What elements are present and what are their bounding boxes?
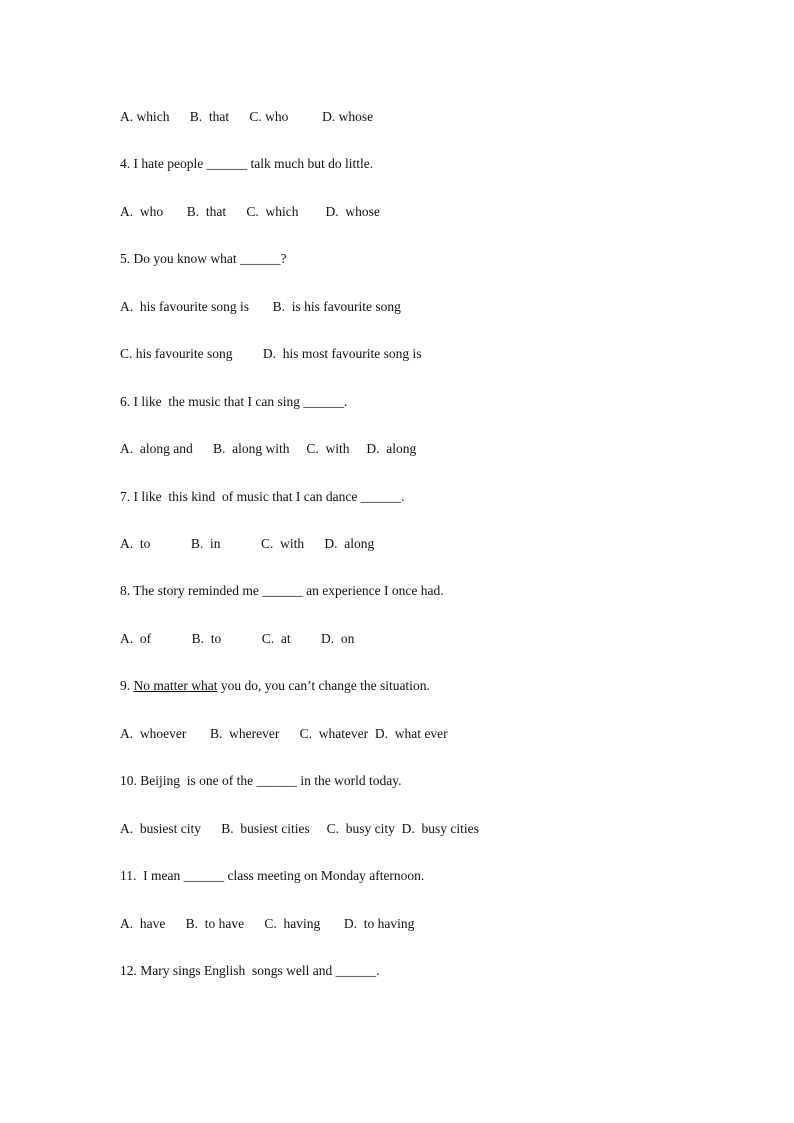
q5-stem: 5. Do you know what ______? [120,251,287,266]
q7-options: A. to B. in C. with D. along [120,536,375,551]
q6-options: A. along and B. along with C. with D. along [120,441,417,456]
q7-stem: 7. I like this kind of music that I can dance ______. [120,489,405,504]
q4-options: A. who B. that C. which D. whose [120,204,380,219]
q5-options-ab: A. his favourite song is B. is his favourite song [120,299,401,314]
q10-stem: 10. Beijing is one of the ______ in the world today. [120,773,402,788]
q6-stem: 6. I like the music that I can sing ______. [120,394,348,409]
q8-options: A. of B. to C. at D. on [120,631,355,646]
q10-options: A. busiest city B. busiest cities C. busy city D. busy cities [120,821,479,836]
q5-options-cd: C. his favourite song D. his most favourite song is [120,346,422,361]
q9-rest: you do, you can’t change the situation. [217,678,430,693]
q4-stem: 4. I hate people ______ talk much but do little. [120,156,374,171]
q3-options: A. which B. that C. who D. whose [120,109,374,124]
q9-options: A. whoever B. wherever C. whatever D. what ever [120,726,448,741]
q11-stem: 11. I mean ______ class meeting on Monday afternoon. [120,868,425,883]
q9-number: 9. [120,678,134,693]
q8-stem: 8. The story reminded me ______ an experience I once had. [120,583,444,598]
q9-stem [120,678,430,694]
q11-options: A. have B. to have C. having D. to having [120,916,415,931]
q9-underlined-phrase: No matter what [133,678,218,693]
q12-stem: 12. Mary sings English songs well and ______. [120,963,380,978]
